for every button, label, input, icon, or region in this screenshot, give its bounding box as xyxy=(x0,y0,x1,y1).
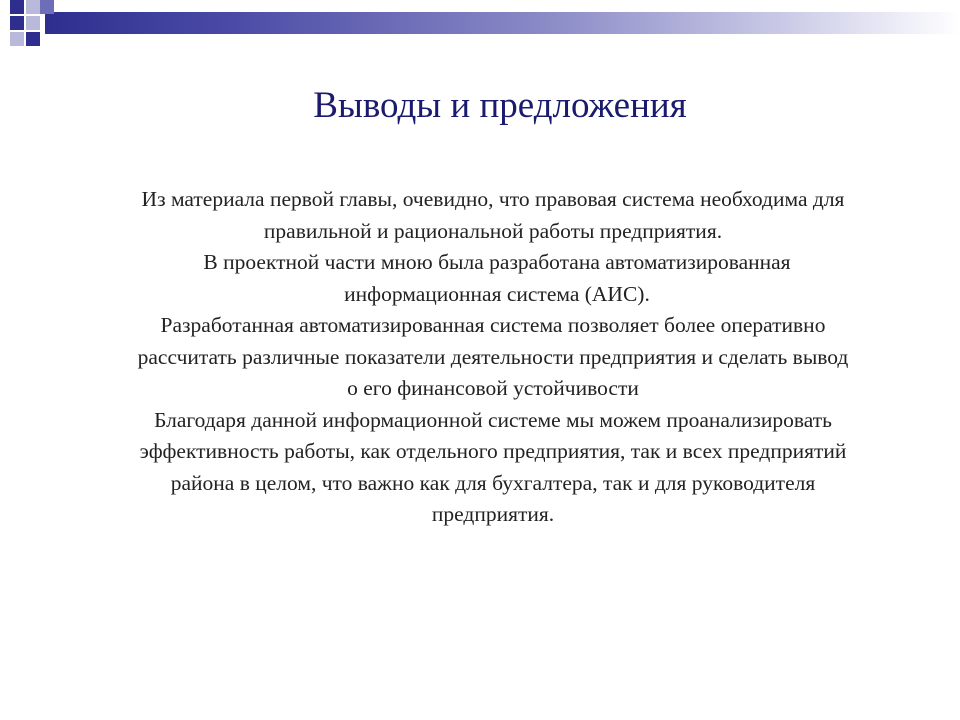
decor-square xyxy=(40,0,54,14)
decor-square xyxy=(10,16,24,30)
slide-title: Выводы и предложения xyxy=(313,85,687,126)
decor-square xyxy=(26,16,40,30)
decor-square xyxy=(10,0,24,14)
paragraph-1: Из материала первой главы, очевидно, что правовая система необходима для правильной и рациональной работы предприятия. xyxy=(141,187,845,243)
decor-square xyxy=(10,32,24,46)
paragraph-3: Разработанная автоматизированная система позволяет более оперативно рассчитать различные показатели деятельности предприятия и сделать вывод о его финансовой устойчивости xyxy=(137,313,849,400)
paragraph-4: Благодаря данной информационной системе мы можем проанализировать эффективность работы, как отдельного предприятия, так и всех предприятий района в целом, что важно как для бухгалтера, так и для руководителя предприятия. xyxy=(139,407,847,526)
paragraph-2: В проектной части мною была разработана автоматизированная информационная система (АИС). xyxy=(203,250,791,306)
gradient-band xyxy=(45,12,960,34)
header-decoration xyxy=(0,0,960,60)
decor-square xyxy=(26,32,40,46)
slide-body xyxy=(100,184,850,531)
decor-square xyxy=(26,0,40,14)
